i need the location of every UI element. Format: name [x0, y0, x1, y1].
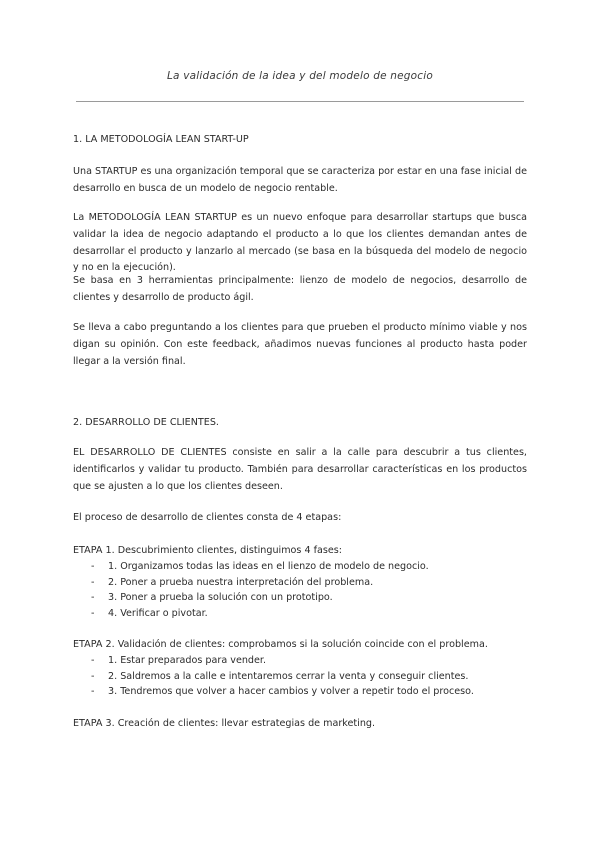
page-header-title: La validación de la idea y del modelo de negocio: [166, 70, 434, 82]
header-divider: [76, 101, 524, 102]
section-1-paragraph-4: Se lleva a cabo preguntando a los clientes para que prueben el producto mínimo viable y nos digan su opinión. Con este feedback, añadimos nuevas funciones al producto hasta poder llegar a la versión final.: [73, 322, 527, 367]
section-2-paragraph-1: EL DESARROLLO DE CLIENTES consiste en salir a la calle para descubrir a tus clientes, identificarlos y validar tu producto. También para desarrollar características en los productos que se ajusten a lo que los clientes deseen.: [73, 447, 527, 492]
list-item: [73, 684, 527, 700]
list-item-text: 1. Organizamos todas las ideas en el lienzo de modelo de negocio.: [108, 561, 429, 572]
list-item: [73, 590, 527, 606]
list-item: [73, 575, 527, 591]
list-item-text: 2. Poner a prueba nuestra interpretación del problema.: [108, 576, 374, 588]
list-item-text: 3. Poner a prueba la solución con un prototipo.: [108, 592, 333, 604]
list-item-text: 1. Estar preparados para vender.: [108, 655, 267, 666]
list-item: [73, 606, 527, 622]
list-dash: -: [91, 655, 95, 666]
section-1-paragraph-2: La METODOLOGÍA LEAN STARTUP es un nuevo enfoque para desarrollar startups que busca validar la idea de negocio adaptando el producto a lo que los clientes demandan antes de desarrollar el producto y lanzarlo al mercado (se basa en la búsqueda del modelo de negocio y no en la ejecución).: [73, 212, 527, 274]
etapa-1-list: [73, 559, 527, 621]
section-2-heading: 2. DESARROLLO DE CLIENTES.: [73, 417, 219, 428]
list-dash: -: [91, 607, 95, 619]
list-item: [73, 669, 527, 685]
etapa-1-title: ETAPA 1. Descubrimiento clientes, distinguimos 4 fases:: [73, 545, 342, 556]
list-item-text: 3. Tendremos que volver a hacer cambios y volver a repetir todo el proceso.: [108, 686, 474, 698]
section-2-paragraph-2: El proceso de desarrollo de clientes consta de 4 etapas:: [73, 512, 342, 523]
list-item-text: 4. Verificar o pivotar.: [108, 607, 208, 619]
etapa-2-list: [73, 653, 527, 700]
etapa-2-title: ETAPA 2. Validación de clientes: comprobamos si la solución coincide con el problema.: [73, 639, 488, 650]
list-dash: -: [91, 592, 95, 604]
list-item: [73, 559, 527, 575]
section-1-paragraph-3: Se basa en 3 herramientas principalmente: lienzo de modelo de negocios, desarrollo de clientes y desarrollo de producto ágil.: [73, 275, 527, 303]
etapa-3-title: ETAPA 3. Creación de clientes: llevar estrategias de marketing.: [73, 718, 376, 729]
list-dash: -: [91, 561, 95, 572]
list-item: [73, 653, 527, 669]
list-dash: -: [91, 686, 95, 698]
list-dash: -: [91, 576, 95, 588]
section-1-heading: 1. LA METODOLOGÍA LEAN START-UP: [73, 134, 249, 145]
list-item-text: 2. Saldremos a la calle e intentaremos cerrar la venta y conseguir clientes.: [108, 670, 469, 682]
section-1-paragraph-1: Una STARTUP es una organización temporal que se caracteriza por estar en una fase inicial de desarrollo en busca de un modelo de negocio rentable.: [73, 166, 527, 194]
list-dash: -: [91, 670, 95, 682]
